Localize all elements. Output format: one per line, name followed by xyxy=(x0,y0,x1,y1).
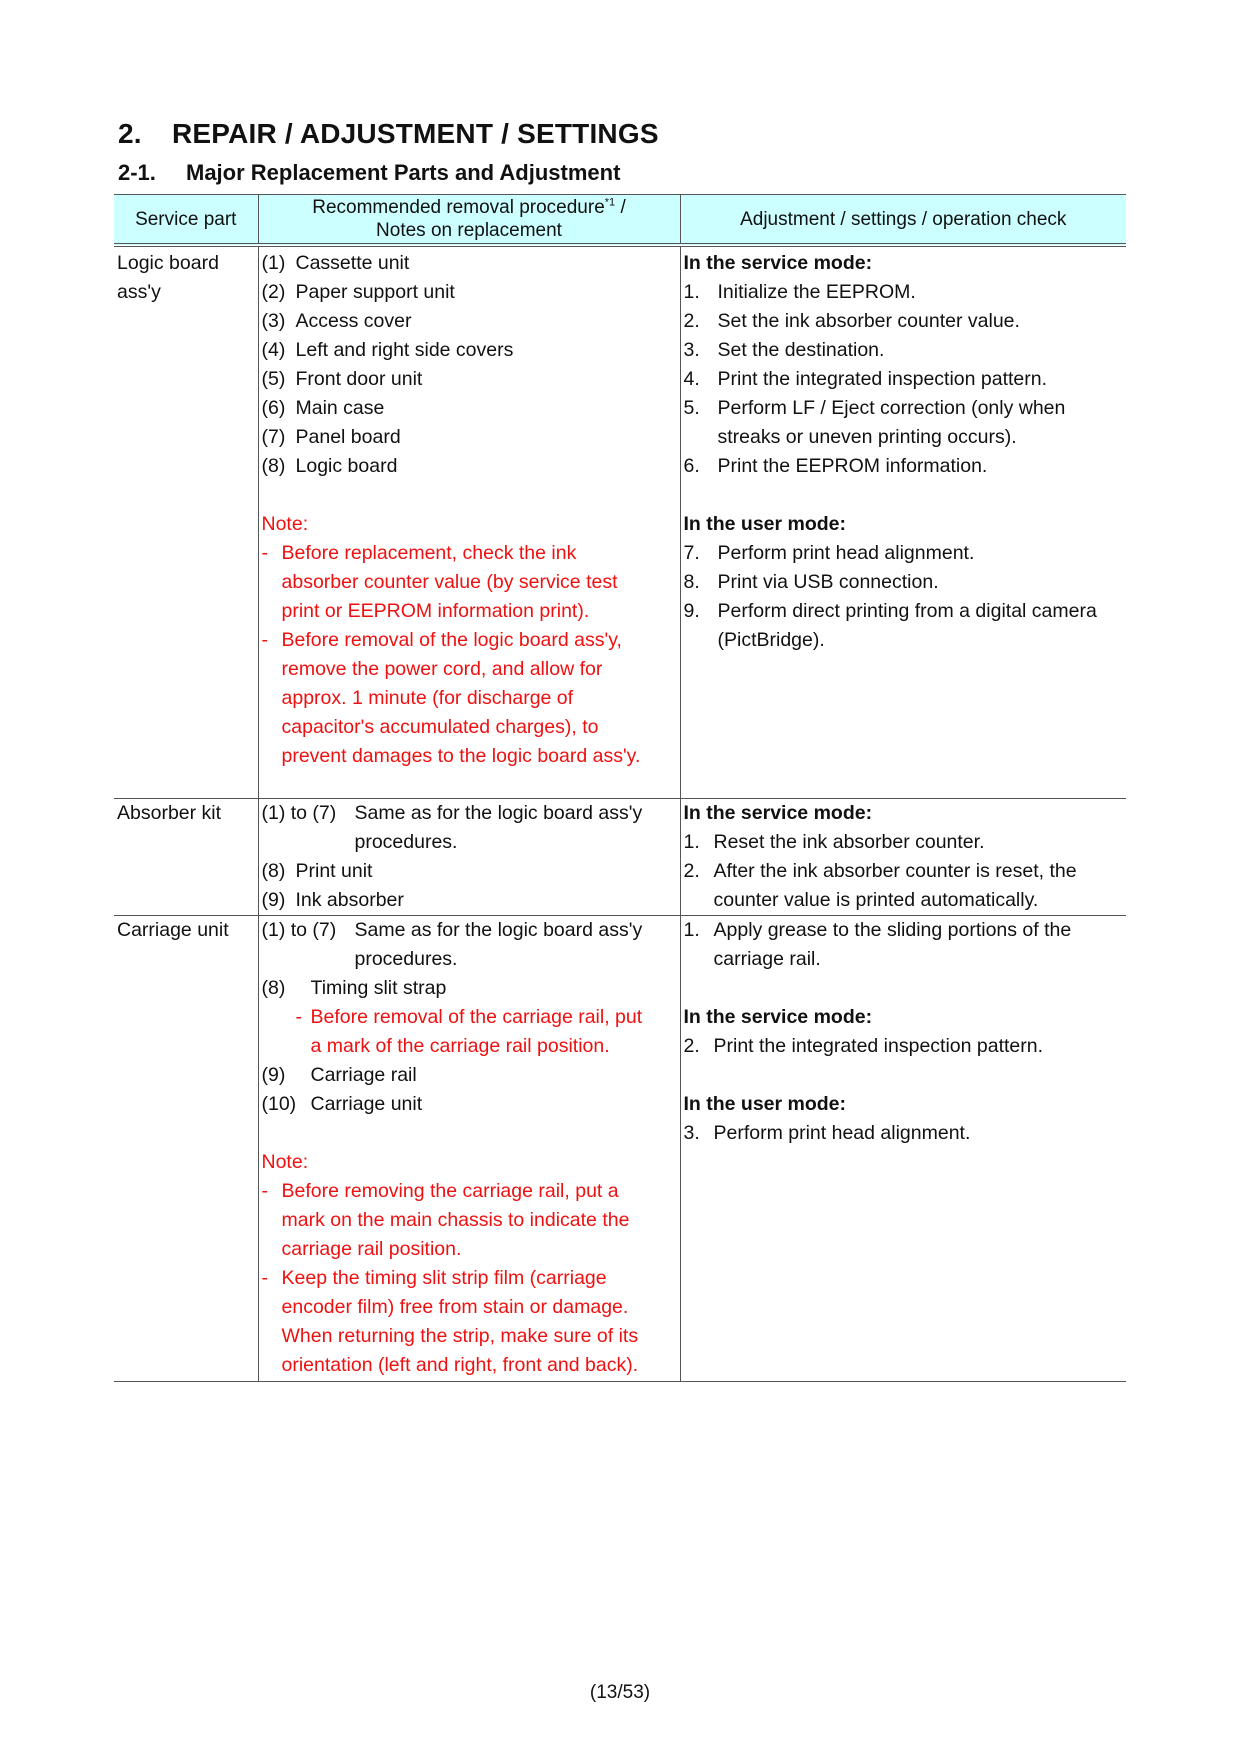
check-step: 7. Perform print head alignment. xyxy=(683,542,975,564)
procedure-step-cont: procedures. xyxy=(354,948,458,970)
procedure-step xyxy=(262,307,677,336)
note-block xyxy=(262,510,677,771)
header-service-part: Service part xyxy=(114,195,258,246)
check-step-cont: carriage rail. xyxy=(713,948,821,970)
cell-part xyxy=(114,799,258,916)
procedure-step: (8) Print unit xyxy=(261,860,373,882)
table-row-absorber-kit xyxy=(114,799,1126,916)
note-line: - Before removal of the logic board ass'y, xyxy=(261,629,622,651)
procedure-step: (9) Ink absorber xyxy=(261,889,404,911)
table-row-logic-board xyxy=(114,245,1126,799)
cell-adjustment xyxy=(680,245,1126,799)
check-step: 4. Print the integrated inspection pattern. xyxy=(683,368,1048,390)
note-line: print or EEPROM information print). xyxy=(281,600,590,622)
procedure-step xyxy=(262,452,677,481)
step-text: Main case xyxy=(295,397,385,419)
subsection-title: Major Replacement Parts and Adjustment xyxy=(186,160,621,185)
check-step: 9. Perform direct printing from a digital camera xyxy=(683,600,1097,622)
step-number: (8) xyxy=(261,455,286,477)
check-step: 8. Print via USB connection. xyxy=(683,571,939,593)
header-removal-procedure xyxy=(258,195,680,246)
note-label: Note: xyxy=(261,1151,309,1173)
step-number: (7) xyxy=(261,426,286,448)
check-step: 1. Apply grease to the sliding portions of the xyxy=(683,919,1072,941)
cell-procedure xyxy=(258,245,680,799)
step-number: (4) xyxy=(261,339,286,361)
cell-adjustment xyxy=(680,916,1126,1382)
header-procedure-line1: Recommended removal procedure xyxy=(312,197,605,218)
cell-procedure xyxy=(258,916,680,1382)
section-number: 2. xyxy=(118,118,142,149)
check-step: 2. Print the integrated inspection pattern. xyxy=(683,1035,1044,1057)
note-block xyxy=(262,1148,677,1380)
procedure-step xyxy=(262,278,677,307)
check-step-cont: (PictBridge). xyxy=(717,629,825,651)
note-line: mark on the main chassis to indicate the xyxy=(281,1209,630,1231)
procedure-step-cont: procedures. xyxy=(354,831,458,853)
subsection-number: 2-1. xyxy=(118,160,156,185)
step-number: (3) xyxy=(261,310,286,332)
cell-adjustment xyxy=(680,799,1126,916)
note-line: orientation (left and right, front and back). xyxy=(281,1354,639,1376)
note-line: remove the power cord, and allow for xyxy=(281,658,603,680)
user-mode-heading: In the user mode: xyxy=(683,1093,847,1115)
table-header-row xyxy=(114,195,1126,246)
note-line: When returning the strip, make sure of its xyxy=(281,1325,639,1347)
step-number: (5) xyxy=(261,368,286,390)
service-mode-heading: In the service mode: xyxy=(683,252,873,274)
header-procedure-slash: / xyxy=(615,197,626,218)
procedure-step xyxy=(262,365,677,394)
check-step: 6. Print the EEPROM information. xyxy=(683,455,988,477)
service-mode-heading: In the service mode: xyxy=(683,1006,873,1028)
check-step-cont: counter value is printed automatically. xyxy=(713,889,1039,911)
procedure-step: (10) Carriage unit xyxy=(261,1093,423,1115)
footnote-marker: *1 xyxy=(604,196,616,209)
cell-procedure xyxy=(258,799,680,916)
note-line: - Keep the timing slit strip film (carriage xyxy=(261,1267,607,1289)
step-text: Access cover xyxy=(295,310,412,332)
check-step: 5. Perform LF / Eject correction (only when xyxy=(683,397,1066,419)
check-step: 3. Set the destination. xyxy=(683,339,885,361)
check-step: 2. Set the ink absorber counter value. xyxy=(683,310,1020,332)
subsection-heading xyxy=(118,160,620,186)
step-text: Left and right side covers xyxy=(295,339,514,361)
step-number: (6) xyxy=(261,397,286,419)
procedure-step: (1) to (7) Same as for the logic board ass'y xyxy=(261,919,643,941)
check-step: 1. Reset the ink absorber counter. xyxy=(683,831,985,853)
check-step: 3. Perform print head alignment. xyxy=(683,1122,971,1144)
cell-part xyxy=(114,245,258,799)
part-name-line: Logic board xyxy=(117,252,219,274)
note-label: Note: xyxy=(261,513,309,535)
procedure-step: (9) Carriage rail xyxy=(261,1064,417,1086)
note-line: carriage rail position. xyxy=(281,1238,462,1260)
step-text: Paper support unit xyxy=(295,281,455,303)
page-number: (13/53) xyxy=(589,1682,651,1703)
step-number: (2) xyxy=(261,281,286,303)
part-name-line: Carriage unit xyxy=(117,919,229,941)
procedure-step: (1) to (7) Same as for the logic board ass'y xyxy=(261,802,643,824)
note-line: capacitor's accumulated charges), to xyxy=(281,716,599,738)
check-step: 1. Initialize the EEPROM. xyxy=(683,281,916,303)
check-step-cont: streaks or uneven printing occurs). xyxy=(717,426,1017,448)
header-procedure-line2: Notes on replacement xyxy=(376,220,562,241)
note-line: - Before removing the carriage rail, put a xyxy=(261,1180,619,1202)
table-row-carriage-unit xyxy=(114,916,1126,1382)
header-adjustment: Adjustment / settings / operation check xyxy=(680,195,1126,246)
sub-note-line: a mark of the carriage rail position. xyxy=(310,1035,610,1057)
section-heading xyxy=(118,118,659,150)
part-name-line: Absorber kit xyxy=(117,802,222,824)
procedure-step xyxy=(262,249,677,278)
check-step: 2. After the ink absorber counter is reset, the xyxy=(683,860,1077,882)
procedure-step xyxy=(262,336,677,365)
procedure-step xyxy=(262,423,677,452)
step-number: (1) xyxy=(261,252,286,274)
cell-part xyxy=(114,916,258,1382)
note-line: encoder film) free from stain or damage. xyxy=(281,1296,629,1318)
step-text: Front door unit xyxy=(295,368,423,390)
procedure-step xyxy=(262,394,677,423)
procedure-step: (8) Timing slit strap xyxy=(261,977,447,999)
step-text: Logic board xyxy=(295,455,398,477)
section-title: REPAIR / ADJUSTMENT / SETTINGS xyxy=(172,118,659,149)
service-mode-heading: In the service mode: xyxy=(683,802,873,824)
step-text: Panel board xyxy=(295,426,401,448)
sub-note-line: - Before removal of the carriage rail, put xyxy=(295,1006,643,1028)
note-line: prevent damages to the logic board ass'y. xyxy=(281,745,641,767)
step-text: Cassette unit xyxy=(295,252,410,274)
user-mode-heading: In the user mode: xyxy=(683,513,847,535)
replacement-parts-table xyxy=(114,194,1126,1382)
note-line: - Before replacement, check the ink xyxy=(261,542,577,564)
note-line: approx. 1 minute (for discharge of xyxy=(281,687,574,709)
part-name-line: ass'y xyxy=(117,281,161,303)
note-line: absorber counter value (by service test xyxy=(281,571,618,593)
